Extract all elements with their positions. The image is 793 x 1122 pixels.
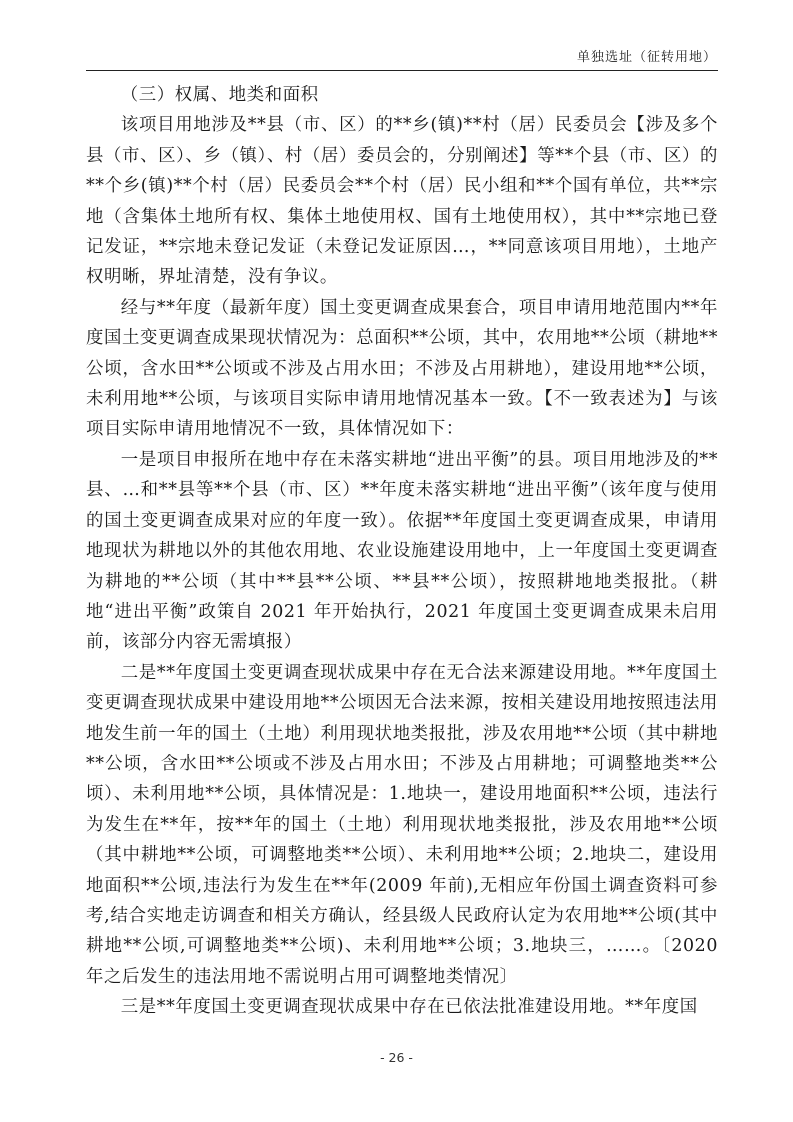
document-body — [86, 80, 718, 1023]
paragraph-ownership: 该项目用地涉及**县（市、区）的**乡(镇)**村（居）民委员会【涉及多个县（市、区）、乡（镇）、村（居）委员会的，分别阐述】等**个县（市、区）的**个乡(镇)**个村（居）民委员会**个村（居）民小组和**个国有单位，共**宗地（含集体土地所有权、集体土地使用权、国有土地使用权），其中**宗地已登记发证，**宗地未登记发证（未登记发证原因…，**同意该项目用地），土地产权明晰，界址清楚，没有争议。 — [86, 115, 718, 288]
paragraph-item-three: 三是**年度国土变更调查现状成果中存在已依法批准建设用地。**年度国 — [120, 997, 698, 1018]
paragraph-survey-overlay: 经与**年度（最新年度）国土变更调查成果套合，项目申请用地范围内**年度国土变更调查成果现状情况为：总面积**公顷，其中，农用地**公顷（耕地**公顷，含水田**公顷或不涉及占用水田；不涉及占用耕地），建设用地**公顷，未利用地**公顷，与该项目实际申请用地情况基本一致。【不一致表述为】与该项目实际申请用地情况不一致，具体情况如下： — [86, 297, 718, 440]
section-heading: （三）权属、地类和面积 — [120, 85, 319, 105]
paragraph-item-one: 一是项目申报所在地中存在未落实耕地“进出平衡”的县。项目用地涉及的**县、…和**县等**个县（市、区）**年度未落实耕地“进出平衡”（该年度与使用的国土变更调查成果对应的年度一致）。依据**年度国土变更调查成果，申请用地现状为耕地以外的其他农用地、农业设施建设用地中，上一年度国土变更调查为耕地的**公顷（其中**县**公顷、**县**公顷），按照耕地地类报批。（耕地“进出平衡”政策自 2021 年开始执行，2021 年度国土变更调查成果未启用前，该部分内容无需填报） — [86, 449, 718, 653]
paragraph-item-two: 二是**年度国土变更调查现状成果中存在无合法来源建设用地。**年度国土变更调查现状成果中建设用地**公顷因无合法来源，按相关建设用地按照违法用地发生前一年的国土（土地）利用现状地类报批，涉及农用地**公顷（其中耕地**公顷，含水田**公顷或不涉及占用水田；不涉及占用耕地；可调整地类**公顷）、未利用地**公顷，具体情况是：1.地块一，建设用地面积**公顷，违法行为发生在**年，按**年的国土（土地）利用现状地类报批，涉及农用地**公顷（其中耕地**公顷，可调整地类**公顷）、未利用地**公顷；2.地块二，建设用地面积**公顷,违法行为发生在**年(2009 年前),无相应年份国土调查资料可参考,结合实地走访调查和相关方确认，经县级人民政府认定为农用地**公顷(其中耕地**公顷,可调整地类**公顷)、未利用地**公顷；3.地块三，……。〔2020 年之后发生的违法用地不需说明占用可调整地类情况〕 — [86, 662, 718, 987]
header-rule — [86, 70, 718, 71]
running-header: 单独选址（征转用地） — [576, 50, 717, 65]
page-number: - 26 - — [380, 1050, 413, 1065]
